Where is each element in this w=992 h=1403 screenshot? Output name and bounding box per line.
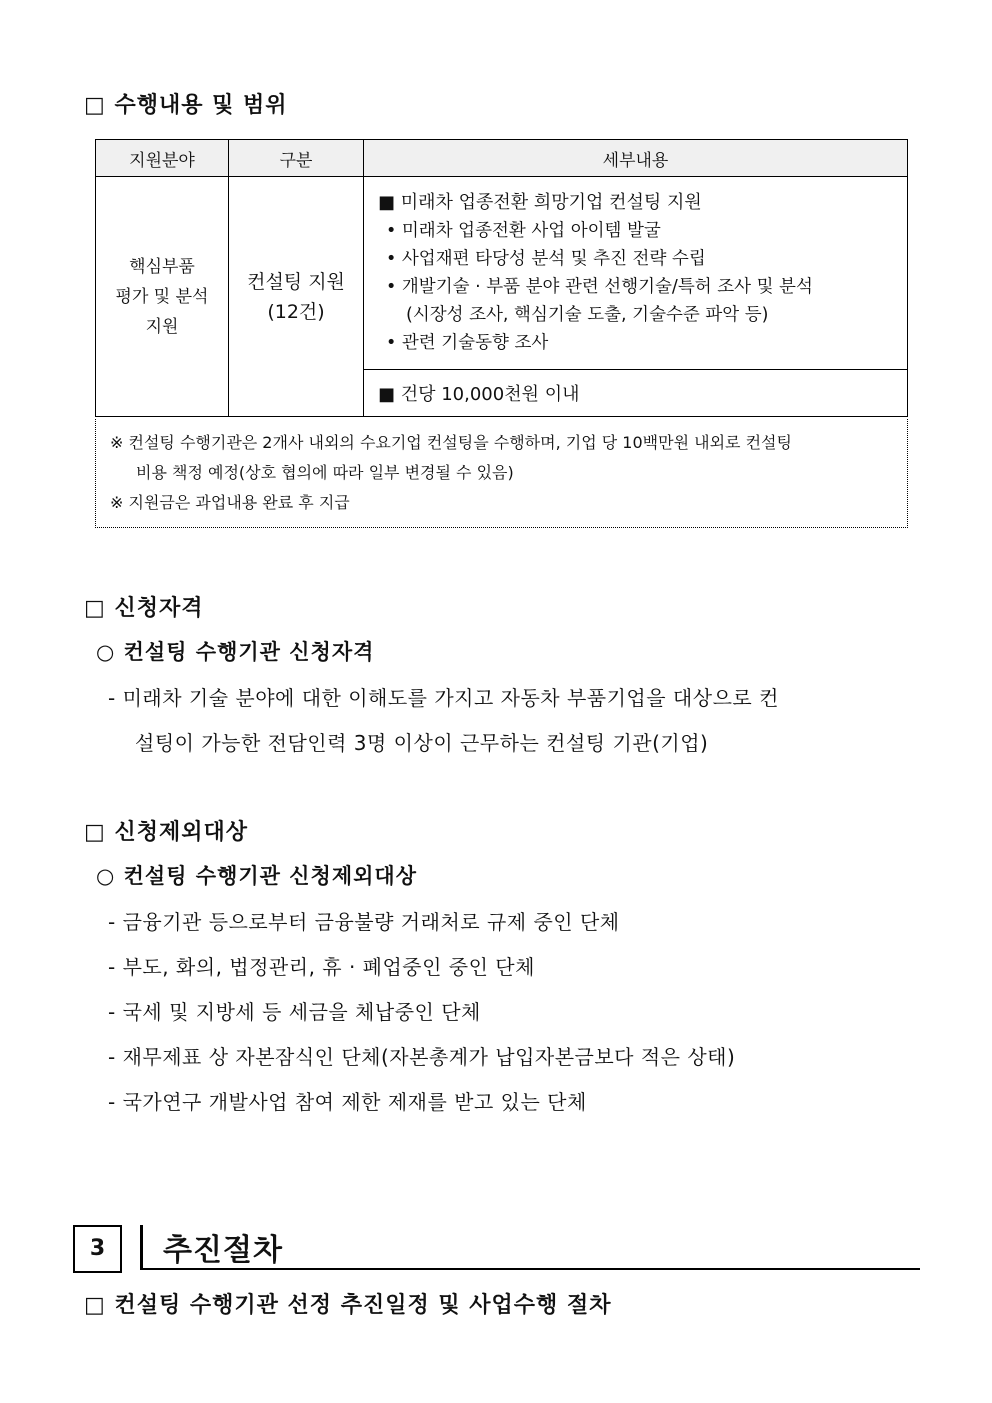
cell-field bbox=[96, 177, 229, 417]
qualification-line-cont: 설팅이 가능한 전담인력 3명 이상이 근무하는 컨설팅 기관(기업) bbox=[135, 731, 709, 755]
detail-item: • 사업재편 타당성 분석 및 추진 전략 수립 bbox=[386, 249, 706, 269]
cell-budget: ■ 건당 10,000천원 이내 bbox=[364, 370, 908, 417]
note-line-cont: 비용 책정 예정(상호 협의에 따라 일부 변경될 수 있음) bbox=[136, 463, 514, 482]
category-line: 컨설팅 지원 bbox=[247, 270, 345, 293]
cell-category bbox=[229, 177, 364, 417]
section-number: 3 bbox=[73, 1225, 122, 1273]
section-divider bbox=[140, 1225, 143, 1270]
detail-item: • 개발기술 · 부품 분야 관련 선행기술/특허 조사 및 분석 bbox=[386, 277, 813, 297]
header-field: 지원분야 bbox=[96, 140, 229, 177]
table-header-row bbox=[96, 140, 908, 177]
note-line: ※ 컨설팅 수행기관은 2개사 내외의 수요기업 컨설팅을 수행하며, 기업 당 10백만원 내외로 컨설팅 bbox=[110, 433, 792, 452]
section-underline bbox=[140, 1268, 920, 1270]
detail-title: ■ 미래차 업종전환 희망기업 컨설팅 지원 bbox=[378, 192, 702, 213]
section-heading-qualification: □ 신청자격 bbox=[84, 596, 204, 621]
detail-item: • 관련 기술동향 조사 bbox=[386, 333, 549, 353]
cell-detail bbox=[364, 177, 908, 370]
scope-table bbox=[95, 139, 908, 417]
exclusion-item: - 부도, 화의, 법정관리, 휴 · 폐업중인 중인 단체 bbox=[108, 955, 535, 979]
header-detail: 세부내용 bbox=[364, 140, 908, 177]
detail-item: • 미래차 업종전환 사업 아이템 발굴 bbox=[386, 221, 661, 241]
qualification-line: - 미래차 기술 분야에 대한 이해도를 가지고 자동차 부품기업을 대상으로 컨 bbox=[108, 686, 779, 710]
exclusion-item: - 금융기관 등으로부터 금융불량 거래처로 규제 중인 단체 bbox=[108, 910, 620, 934]
field-line: 평가 및 분석 bbox=[115, 286, 209, 307]
header-category: 구분 bbox=[229, 140, 364, 177]
sub-heading-qualification: ○ 컨설팅 수행기관 신청자격 bbox=[96, 640, 375, 664]
section3-sub-heading: □ 컨설팅 수행기관 선정 추진일정 및 사업수행 절차 bbox=[84, 1293, 612, 1318]
table-row bbox=[96, 177, 908, 370]
exclusion-item: - 국가연구 개발사업 참여 제한 제재를 받고 있는 단체 bbox=[108, 1090, 587, 1114]
category-line: (12건) bbox=[267, 300, 325, 323]
section-heading-scope: □ 수행내용 및 범위 bbox=[84, 93, 288, 118]
section-title: 추진절차 bbox=[163, 1233, 283, 1268]
exclusion-item: - 국세 및 지방세 등 세금을 체납중인 단체 bbox=[108, 1000, 481, 1024]
note-line: ※ 지원금은 과업내용 완료 후 지급 bbox=[110, 493, 350, 512]
notes-box bbox=[95, 419, 908, 528]
sub-heading-exclusion: ○ 컨설팅 수행기관 신청제외대상 bbox=[96, 864, 417, 888]
exclusion-item: - 재무제표 상 자본잠식인 단체(자본총계가 납입자본금보다 적은 상태) bbox=[108, 1045, 736, 1069]
detail-item-cont: (시장성 조사, 핵심기술 도출, 기술수준 파악 등) bbox=[406, 305, 769, 325]
field-line: 핵심부품 bbox=[129, 256, 195, 277]
field-line: 지원 bbox=[145, 316, 179, 337]
section-heading-exclusion: □ 신청제외대상 bbox=[84, 820, 248, 845]
